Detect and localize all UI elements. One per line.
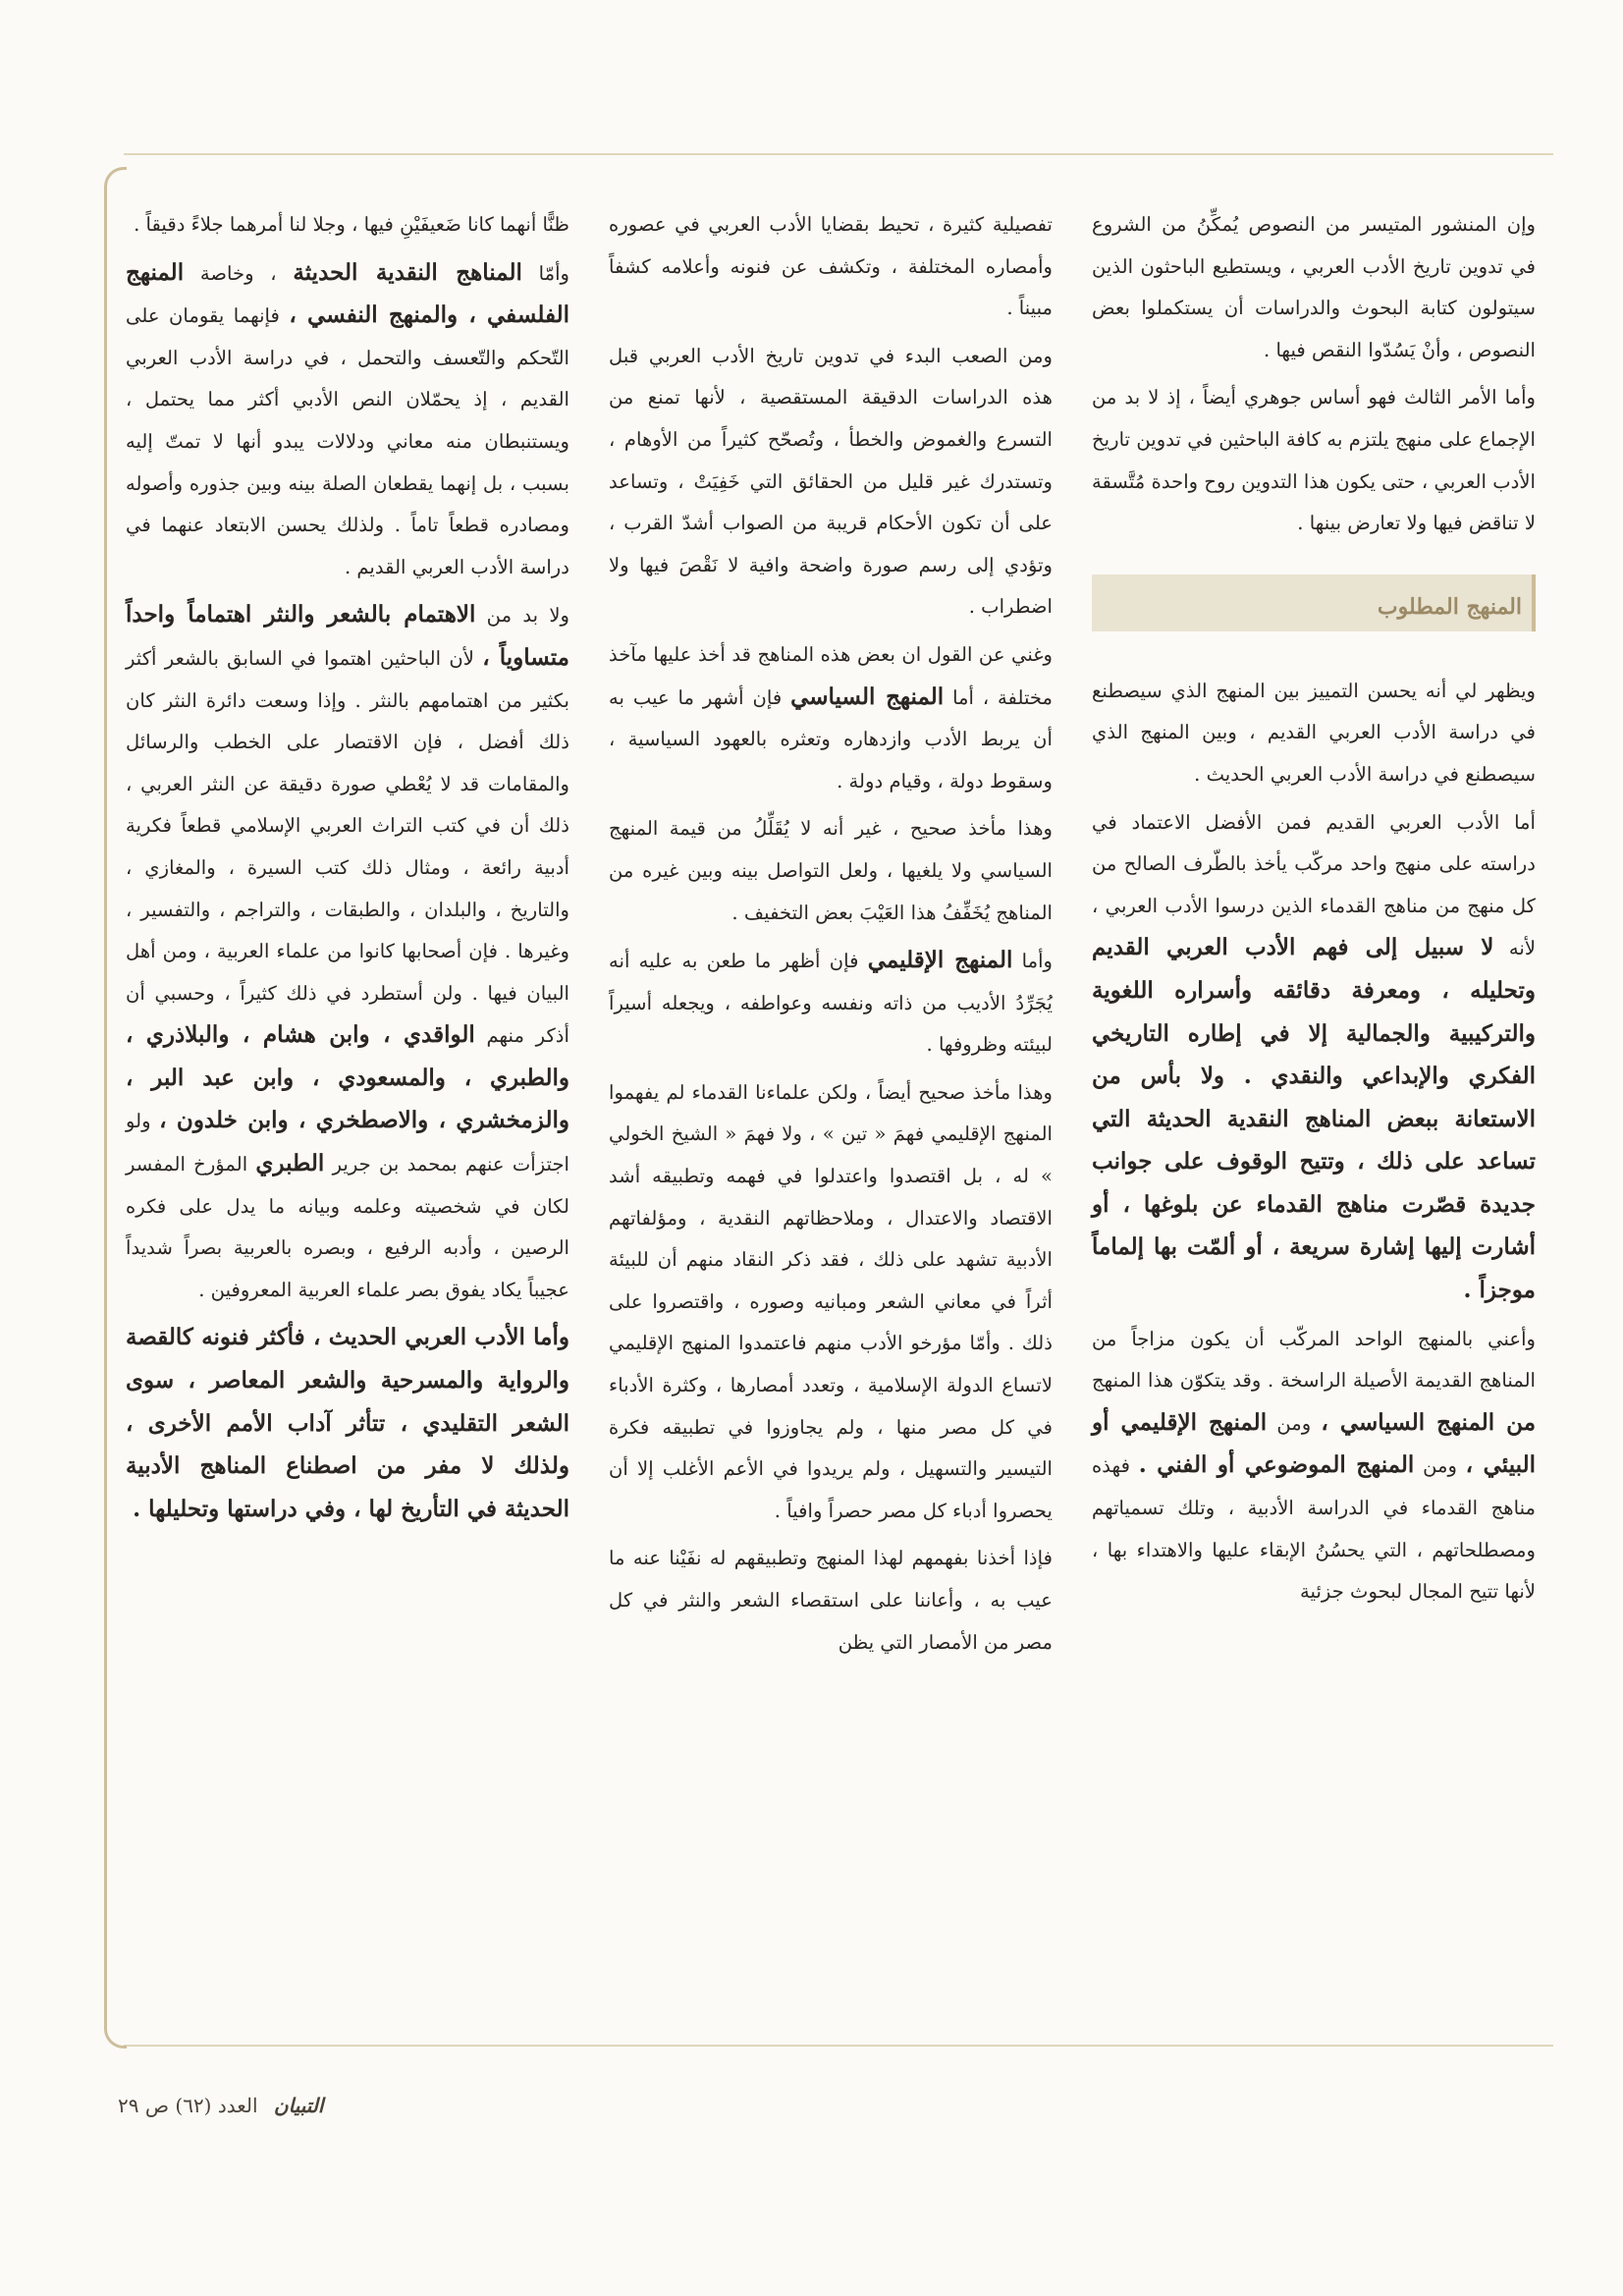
section-header [1092,574,1536,631]
paragraph: وأما الأمر الثالث فهو أساس جوهري أيضاً ، إذ لا بد من الإجماع على منهج يلتزم به كافة الباحثين في تدوين تاريخ الأدب العربي ، حتى يكون هذا التدوين روح واحدة مُتَّسقة لا تناقض فيها ولا تعارض بينها . [1092,386,1536,535]
paragraph: ويظهر لي أنه يحسن التمييز بين المنهج الذي سيصطنع في دراسة الأدب العربي القديم ، وبين المنهج الذي سيصطنع في دراسة الأدب العربي الحديث . [1092,679,1536,786]
text-run: ، وخاصة [199,261,277,285]
text-run: فإن أشهر ما عيب به أن يربط الأدب وازدهاره وتعثره بالعهود السياسية ، وسقوط دولة ، وقيام دولة . [609,685,1053,793]
frame-top-border [124,153,1553,155]
article-columns [126,204,1536,2031]
section-title: المنهج المطلوب [1377,593,1522,620]
bold-text: المنهج الإقليمي أو البيئي ، [1092,1408,1536,1479]
bold-text: المنهج الموضوعي أو الفني . [1138,1451,1415,1479]
paragraph [1092,802,1536,1313]
middle-column [609,204,1053,2031]
text-run: ولا بد من [486,604,569,628]
bold-text: الاهتمام بالشعر والنثر اهتماماً واحداً متساوياً ، [126,601,569,671]
text-run: ومن [1276,1411,1312,1435]
paragraph [609,634,1053,802]
right-column [1092,204,1536,2031]
paragraph: وهذا مأخذ صحيح ، غير أنه لا يُقَلِّلُ من قيمة المنهج السياسي ولا يلغيها ، ولعل التواصل بينه وبين غيره من المناهج يُخَفِّفُ هذا العَيْبَ بعض التخفيف . [609,817,1053,924]
paragraph [126,594,569,1311]
paragraph [1092,1319,1536,1613]
paragraph [609,940,1053,1066]
paragraph: ظنًّا أنهما كانا ضَعيفَيْنِ فيها ، وجلا لنا أمرهما جلاءً دقيقاً . [134,213,569,236]
text-run: وأمّا [538,261,570,285]
bold-text: الطبري [255,1150,325,1177]
text-run: وأما [1021,950,1053,973]
text-run: أما الأدب العربي القديم فمن الأفضل الاعتماد في دراسته على منهج واحد مركّب يأخذ بالطّرف الصالح من كل منهج من مناهج القدماء الذين درسوا الأدب العربي ، لأنه [1092,810,1536,960]
frame-left-border [104,167,127,2049]
text-run: لأن الباحثين اهتموا في السابق بالشعر أكثر بكثير من اهتمامهم بالنثر . وإذا وسعت دائرة النثر كان ذلك أفضل ، فإن الاقتصار على الخطب والرسائل والمقامات قد لا يُعْطي صورة دقيقة عن النثر العربي ، ذلك أن في كتب التراث العربي الإسلامي قطعاً فكرية أدبية رائعة ، ومثال ذلك كتب السيرة ، والمغازي ، والتاريخ ، والبلدان ، والطبقات ، والتراجم ، والتفسير ، وغيرها . فإن أصحابها كانوا من علماء العربية ، ومن أهل البيان فيها . ولن أستطرد في ذلك كثيراً ، وحسبي أن أذكر منهم [126,646,569,1048]
paragraph [126,252,569,589]
text-run: ومن [1423,1454,1457,1478]
text-run: فإنهما يقومان على التّحكم والتّعسف والتحمل ، في دراسة الأدب العربي القديم ، إذ يحمّلان النص الأدبي أكثر مما يحتمل ، ويستنبطان منه معاني ودلالات يبدو أنها لا تمتّ إليه بسبب ، بل إنهما يقطعان الصلة بينه وبين جذوره وأصوله ومصادره قطعاً تاماً . ولذلك يحسن الابتعاد عنهما في دراسة الأدب العربي القديم . [126,304,569,578]
text-run: ولو اجتزأت عنهم بمحمد بن جرير [126,1110,569,1176]
bold-text: المناهج النقدية الحديثة [293,258,522,286]
paragraph: فإذا أخذنا بفهمهم لهذا المنهج وتطبيقهم له نفَيْنا عنه ما عيب به ، وأعاننا على استقصاء الشعر والنثر في كل مصر من الأمصار التي يظن [609,1547,1053,1654]
paragraph: ومن الصعب البدء في تدوين تاريخ الأدب العربي قبل هذه الدراسات الدقيقة المستقصية ، لأنها تمنع من التسرع والغموض والخطأ ، وتُصحّح كثيراً من الأوهام ، وتستدرك غير قليل من الحقائق التي خَفِيَتْ ، وتساعد على أن تكون الأحكام قريبة من الصواب أشدّ القرب ، وتؤدي إلى رسم صورة واضحة وافية لا نَقْصَ فيها ولا اضطراب . [609,344,1053,619]
bold-text: لا سبيل إلى فهم الأدب العربي القديم وتحليله ، ومعرفة دقائقه وأسراره اللغوية والتركيبية والجمالية إلا في إطاره التاريخي الفكري والإبداعي والنقدي . ولا بأس من الاستعانة ببعض المناهج النقدية الحديثة التي تساعد على ذلك ، وتتيح الوقوف على جوانب جديدة قصّرت مناهج القدماء عن بلوغها ، أو أشارت إليها إشارة سريعة ، أو ألمّت بها إلماماً موجزاً . [1092,934,1536,1304]
bold-text: الواقدي ، وابن هشام ، والبلاذري ، والطبري ، والمسعودي ، وابن عبد البر ، والزمخشري ، والاصطخري ، وابن خلدون ، [126,1021,570,1134]
bold-text: المنهج السياسي [790,683,945,710]
bold-text: من المنهج السياسي ، [1321,1408,1537,1436]
text-run: فإن أظهر ما طعن به عليه أنه يُجَرِّدُ الأديب من ذاته ونفسه وعواطفه ، ويجعله أسيراً لبيئته وظروفها . [609,950,1053,1057]
text-run: وأعني بالمنهج الواحد المركّب أن يكون مزاجاً من المناهج القديمة الأصيلة الراسخة . وقد يتكوّن هذا المنهج [1092,1327,1536,1393]
bold-text: وأما الأدب العربي الحديث ، فأكثر فنونه كالقصة والرواية والمسرحية والشعر المعاصر ، سوى الشعر التقليدي ، تتأثر آداب الأمم الأخرى ، ولذلك لا مفر من اصطناع المناهج الأدبية الحديثة في التأريخ لها ، وفي دراستها وتحليلها . [126,1324,569,1522]
left-column [126,204,569,2031]
footer-issue: العدد (٦٢) ص ٢٩ [118,2094,258,2117]
page-footer [118,2094,323,2117]
paragraph [126,1317,569,1531]
paragraph: وهذا مأخذ صحيح أيضاً ، ولكن علماءنا القدماء لم يفهموا المنهج الإقليمي فهمَ « تين » ، ولا فهمَ « الشيخ الخولي » له ، بل اقتصدوا واعتدلوا في فهمه وتطبيقه أشد الاقتصاد والاعتدال ، وملاحظاتهم النقدية ، ومؤلفاتهم الأدبية تشهد على ذلك ، فقد ذكر النقاد منهم أن للبيئة أثراً في معاني الشعر ومبانيه وصوره ، واقتصروا على ذلك . وأمّا مؤرخو الأدب منهم فاعتمدوا المنهج الإقليمي لاتساع الدولة الإسلامية ، وتعدد أمصارها ، وكثرة الأدباء في كل مصر منها ، ولم يجاوزوا في تطبيقه فكرة التيسير والتسهيل ، ولم يريدوا في الأعم الأغلب إلا أن يحصروا أدباء كل مصر حصراً وافياً . [609,1080,1053,1522]
paragraph: وإن المنشور المتيسر من النصوص يُمكِّنُ من الشروع في تدوين تاريخ الأدب العربي ، ويستطيع الباحثون الذين سيتولون كتابة البحوث والدراسات أن يستكملوا بعض النصوص ، وأنْ يَسُدّوا النقص فيها . [1092,213,1536,361]
bold-text: المنهج الإقليمي [867,947,1013,974]
paragraph: تفصيلية كثيرة ، تحيط بقضايا الأدب العربي في عصوره وأمصاره المختلفة ، وتكشف عن فنونه وأعلامه كشفاً مبيناً . [609,213,1053,320]
bold-text: المنهج الفلسفي ، والمنهج النفسي ، [126,258,569,329]
text-run: وغني عن القول ان بعض هذه المناهج قد أخذ عليها مآخذ مختلفة ، أما [609,642,1054,709]
frame-bottom-border [124,2045,1553,2047]
text-run: المؤرخ المفسر لكان في شخصيته وعلمه وبيانه ما يدل على فكره الرصين ، وأدبه الرفيع ، وبصره بالعربية بصراً شديداً عجيباً يكاد يفوق بصر علماء العربية المعروفين . [126,1153,569,1301]
footer-brand: التبيان [273,2094,324,2117]
text-run: فهذه مناهج القدماء في الدراسة الأدبية ، وتلك تسمياتهم ومصطلحاتهم ، التي يحسُنُ الإبقاء عليها والاهتداء بها ، لأنها تتيح المجال لبحوث جزئية [1092,1454,1536,1604]
